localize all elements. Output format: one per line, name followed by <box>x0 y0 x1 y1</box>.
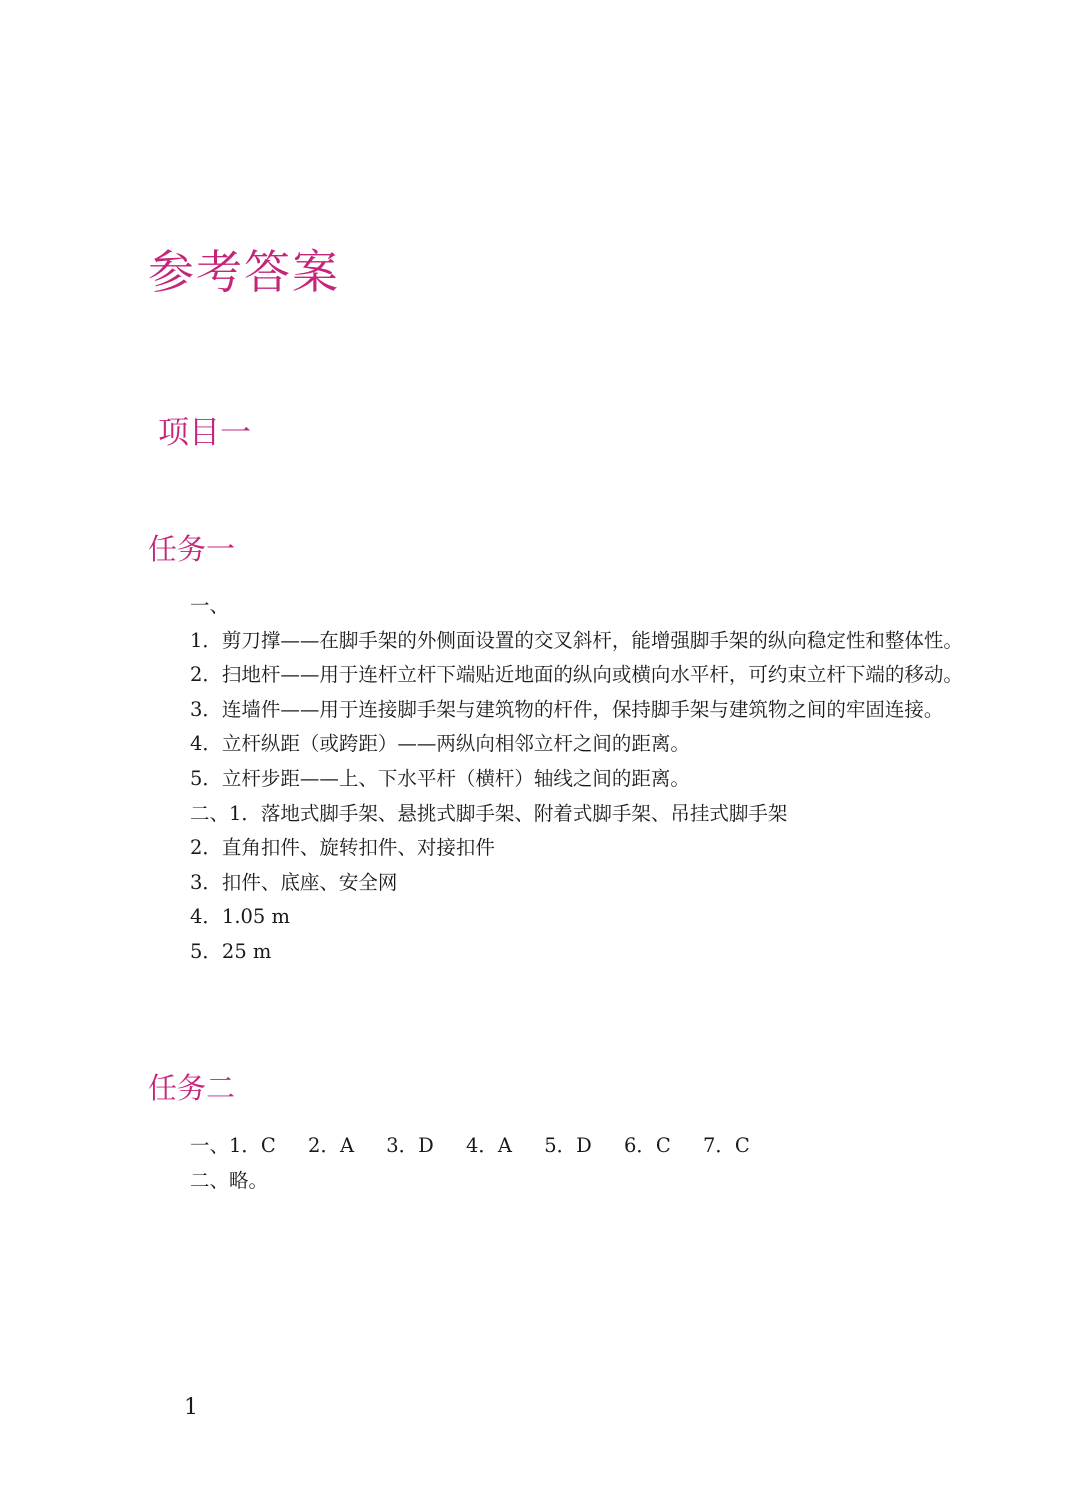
multiple-choice-answers <box>148 1129 968 1164</box>
task-1-line: 4．立杆纵距（或跨距）——两纵向相邻立杆之间的距离。 <box>190 732 690 756</box>
task-1-line: 5．25 m <box>190 939 272 963</box>
answer-item: 6．C <box>623 1134 671 1157</box>
page-title: 参考答案 <box>148 245 340 299</box>
task-2-line: 二、略。 <box>190 1168 269 1192</box>
task-1-line: 一、 <box>190 594 230 617</box>
task-1-line: 5．立杆步距——上、下水平杆（横杆）轴线之间的距离。 <box>190 766 690 790</box>
task-1-line: 3．扣件、底座、安全网 <box>190 870 398 894</box>
task-1-line: 4．1.05 m <box>190 905 291 929</box>
page-number: 1 <box>184 1395 198 1420</box>
answer-item: 7．C <box>702 1134 750 1157</box>
answer-item: 5．D <box>544 1134 592 1157</box>
answer-item: 3．D <box>386 1134 434 1157</box>
task-1-line: 2．扫地杆——用于连杆立杆下端贴近地面的纵向或横向水平杆，可约束立杆下端的移动。 <box>190 663 963 687</box>
project-heading: 项目一 <box>158 415 251 451</box>
answer-item: 2．A <box>308 1134 355 1157</box>
answer-item: 一、1．C <box>190 1134 276 1157</box>
task-2-heading: 任务二 <box>148 1071 236 1105</box>
task-1-answers <box>148 589 968 970</box>
task-1-line: 3．连墙件——用于连接脚手架与建筑物的杆件，保持脚手架与建筑物之间的牢固连接。 <box>190 697 944 721</box>
task-2-answers <box>148 1129 968 1198</box>
task-1-heading: 任务一 <box>148 532 236 566</box>
task-1-line: 二、1．落地式脚手架、悬挑式脚手架、附着式脚手架、吊挂式脚手架 <box>190 801 788 825</box>
answer-item: 4．A <box>465 1134 512 1157</box>
task-1-line: 1．剪刀撑——在脚手架的外侧面设置的交叉斜杆，能增强脚手架的纵向稳定性和整体性。 <box>190 628 963 652</box>
task-1-line: 2．直角扣件、旋转扣件、对接扣件 <box>190 836 495 860</box>
